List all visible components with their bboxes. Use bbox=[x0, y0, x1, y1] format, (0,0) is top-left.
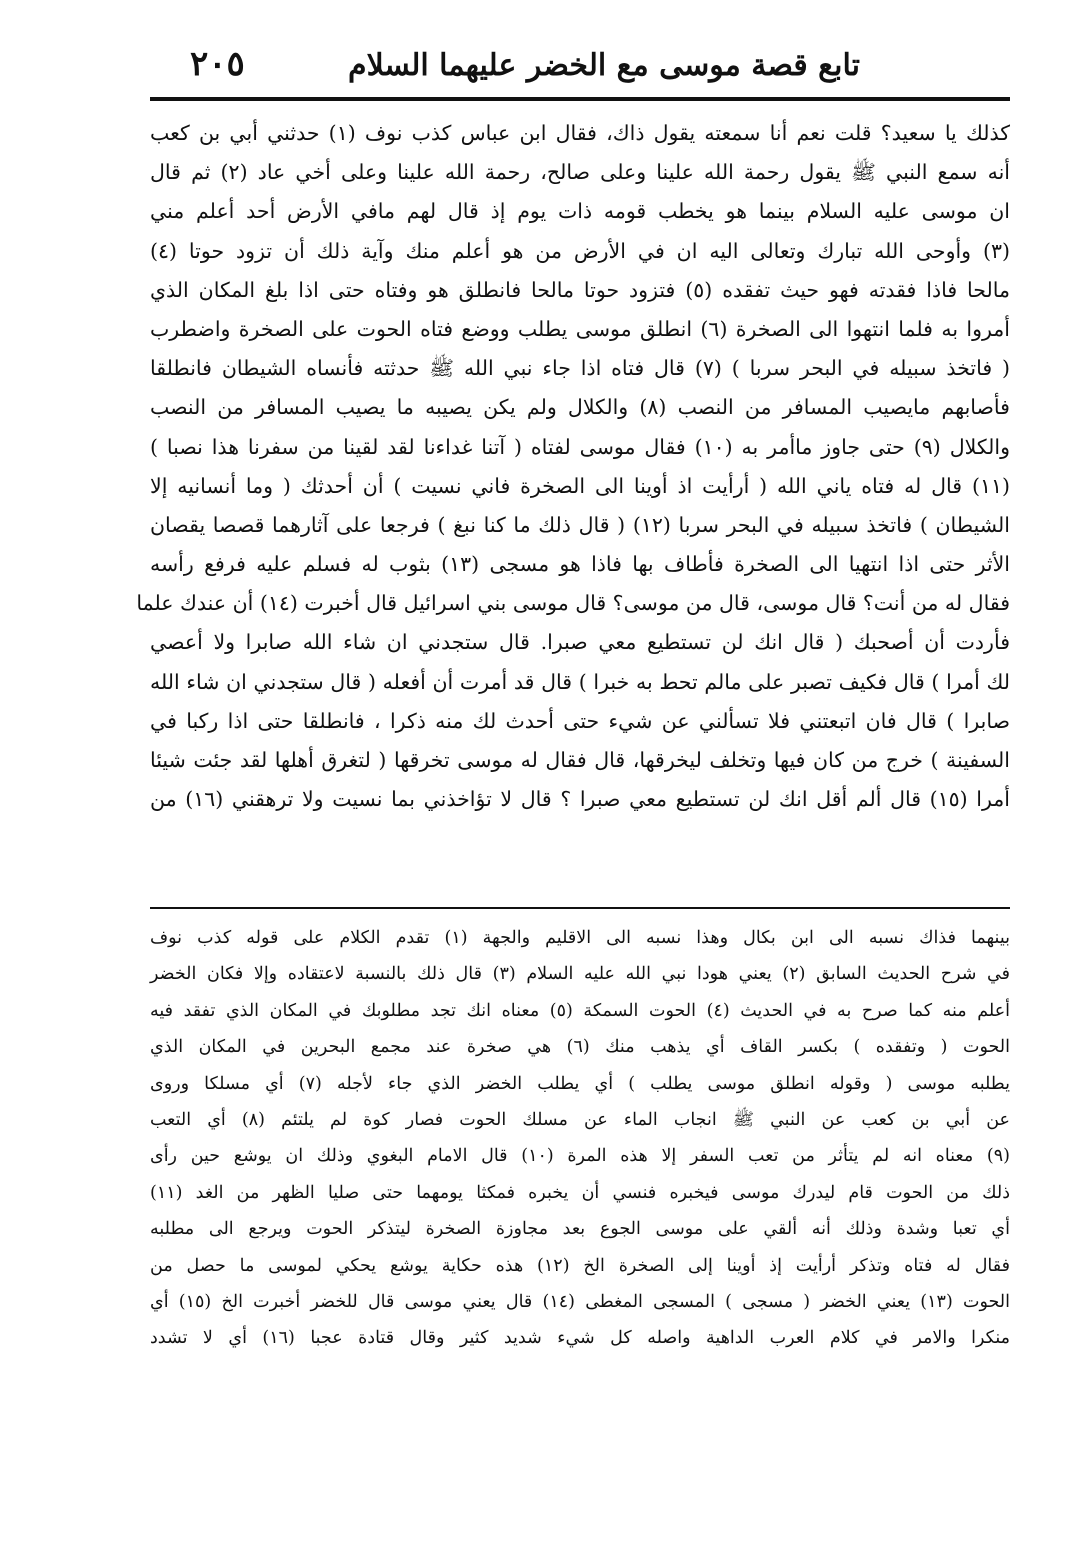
footnote-line: بينهما فذاك نسبه الى ابن بكال وهذا نسبه الى الاقليم والجهة (١) تقدم الكلام على قوله كذب نوف bbox=[150, 928, 1010, 948]
text-line: ان موسى عليه السلام بينما هو يخطب قومه ذات يوم إذ قال لهم مافي الأرض أحد أعلم مني bbox=[150, 199, 1010, 224]
text-line: والكلال (٩) حتى جاوز ماأمر به (١٠) فقال موسى لفتاه ( آتنا غداءنا لقد لقينا من سفرنا هذا نصبا ) bbox=[150, 434, 1010, 459]
footnote-line: الحوت (١٣) يعني الخضر ( مسجى ) المسجى المغطى (١٤) قال يعني موسى قال للخضر أخبرت الخ (١٥) أي bbox=[150, 1291, 1010, 1312]
text-line: صابرا ) قال فان اتبعتني فلا تسألني عن شيء حتى أحدث لك منه ذكرا ، فانطلقا حتى اذا ركبا في bbox=[150, 708, 1010, 733]
footnote-line: ذلك من الحوت قام ليدرك موسى فيخبره فنسي أن يخبره فمكثا يومهما حتى صليا الظهر من الغد (١١) bbox=[150, 1182, 1010, 1203]
text-line: فقال له من أنت؟ قال موسى، قال من موسى؟ قال موسى بني اسرائيل قال أخبرت (١٤) أن عندك علما bbox=[136, 591, 1010, 616]
text-line: (٣) وأوحى الله تبارك وتعالى اليه ان في الأرض من هو أعلم منك وآية ذلك أن تزود حوتا (٤) bbox=[150, 238, 1010, 263]
footnote-line: عن أبي بن كعب عن النبي ﷺ انجاب الماء عن مسلك الحوت فصار كوة لم يلتئم (٨) أي التعب bbox=[150, 1109, 1010, 1130]
footnote-line: أعلم منه كما صرح به في الحديث (٤) الحوت السمكة (٥) معناه انك تجد مطلوبك في المكان الذي تفقد فيه bbox=[150, 1000, 1010, 1021]
text-line: مالحا فاذا فقدته فهو حيث تفقده (٥) فتزود حوتا مالحا فانطلق هو وفتاه حتى اذا بلغ المكان الذي bbox=[150, 277, 1010, 302]
footnotes bbox=[150, 920, 1010, 1357]
footnote-line: أي تعبا وشدة وذلك أنه ألقي على موسى الجوع بعد مجاوزة الصخرة ليتذكر الحوت ويرجع الى مطلبه bbox=[150, 1219, 1010, 1240]
footnote-rule bbox=[150, 907, 1010, 909]
text-line: الأثر حتى اذا انتهيا الى الصخرة فأطاف بها فاذا هو مسجى (١٣) بثوب له فسلم عليه فرفع رأسه bbox=[150, 552, 1010, 577]
text-line: فأردت أن أصحبك ( قال انك لن تستطيع معي صبرا. قال ستجدني ان شاء الله صابرا ولا أعصي bbox=[150, 630, 1010, 655]
book-page bbox=[136, 40, 1011, 1480]
footnote-line: يطلبه موسى ( وقوله انطلق موسى يطلب ) أي يطلب الخضر الذي جاء لأجله (٧) أي مسلكا وروى bbox=[150, 1073, 1010, 1094]
text-line: (١١) قال له فتاه ياني الله ( أرأيت اذ أوينا الى الصخرة فاني نسيت ) أن أحدثك ( وما أنسانيه إلا bbox=[150, 473, 1011, 498]
text-line: لك أمرا ) قال فكيف تصبر على مالم تحط به خبرا ) قال قد أمرت أن أفعله ( قال ستجدني ان شاء الله bbox=[150, 669, 1010, 694]
text-line: كذلك يا سعيد؟ قلت نعم أنا سمعته يقول ذاك، فقال ابن عباس كذب نوف (١) حدثني أبي بن كعب bbox=[150, 121, 1010, 145]
text-line: أمرا (١٥) قال ألم أقل انك لن تستطيع معي صبرا ؟ قال لا تؤاخذني بما نسيت ولا ترهقني (١٦) من bbox=[150, 787, 1010, 812]
text-line: ( فاتخذ سبيله في البحر سربا ) (٧) قال فتاه اذا جاء نبي الله ﷺ حدثته فأنساه الشيطان فانطلقا bbox=[150, 356, 1010, 381]
footnote-line: فقال له فتاه وتذكر أرأيت إذ أوينا إلى الصخرة الخ (١٢) هذه حكاية يوشع يحكي لموسى ما حصل من bbox=[150, 1255, 1010, 1276]
footnote-line: (٩) معناه انه لم يتأثر من تعب السفر إلا هذه المرة (١٠) قال الامام البغوي وذلك ان يوشع حين رأى bbox=[150, 1146, 1010, 1167]
text-line: الشيطان ) فاتخذ سبيله في البحر سربا (١٢) ( قال ذلك ما كنا نبغ ) فرجعا على آثارهما قصصا يقصان bbox=[150, 512, 1010, 537]
running-title: تابع قصة موسى مع الخضر عليهما السلام bbox=[348, 48, 860, 83]
footnote-line: منكرا والامر في كلام العرب الداهية واصله كل شيء شديد كثير وقال قتادة عجبا (١٦) أي لا تشدد bbox=[150, 1328, 1010, 1349]
page-number: ٢٠٥ bbox=[190, 44, 245, 84]
footnote-line: في شرح الحديث السابق (٢) يعني هودا نبي الله عليه السلام (٣) قال ذلك بالنسبة لاعتقاده وإلا فكان الخضر bbox=[150, 964, 1010, 985]
text-line: فأصابهم مايصيب المسافر من النصب (٨) والكلال ولم يكن يصيبه ما يصيب المسافر من النصب bbox=[150, 395, 1010, 420]
text-line: السفينة ) خرج من كان فيها وتخلف ليخرقها، قال فقال له موسى تخرقها ( لتغرق أهلها لقد جئت شيئا bbox=[150, 748, 1010, 772]
text-line: أمروا به فلما انتهوا الى الصخرة (٦) انطلق موسى يطلب ووضع فتاه الحوت على الصخرة واضطرب bbox=[150, 316, 1010, 341]
header-rule bbox=[150, 97, 1010, 101]
text-line: أنه سمع النبي ﷺ يقول رحمة الله علينا وعلى صالح، رحمة الله علينا وعلى أخي عاد (٢) ثم قال bbox=[150, 160, 1010, 185]
page-header bbox=[150, 40, 1010, 92]
footnote-line: الحوت ( وتفقده ) بكسر القاف أي يذهب منك (٦) هي صخرة عند مجمع البحرين في المكان الذي bbox=[150, 1037, 1010, 1058]
main-text bbox=[136, 114, 1011, 819]
